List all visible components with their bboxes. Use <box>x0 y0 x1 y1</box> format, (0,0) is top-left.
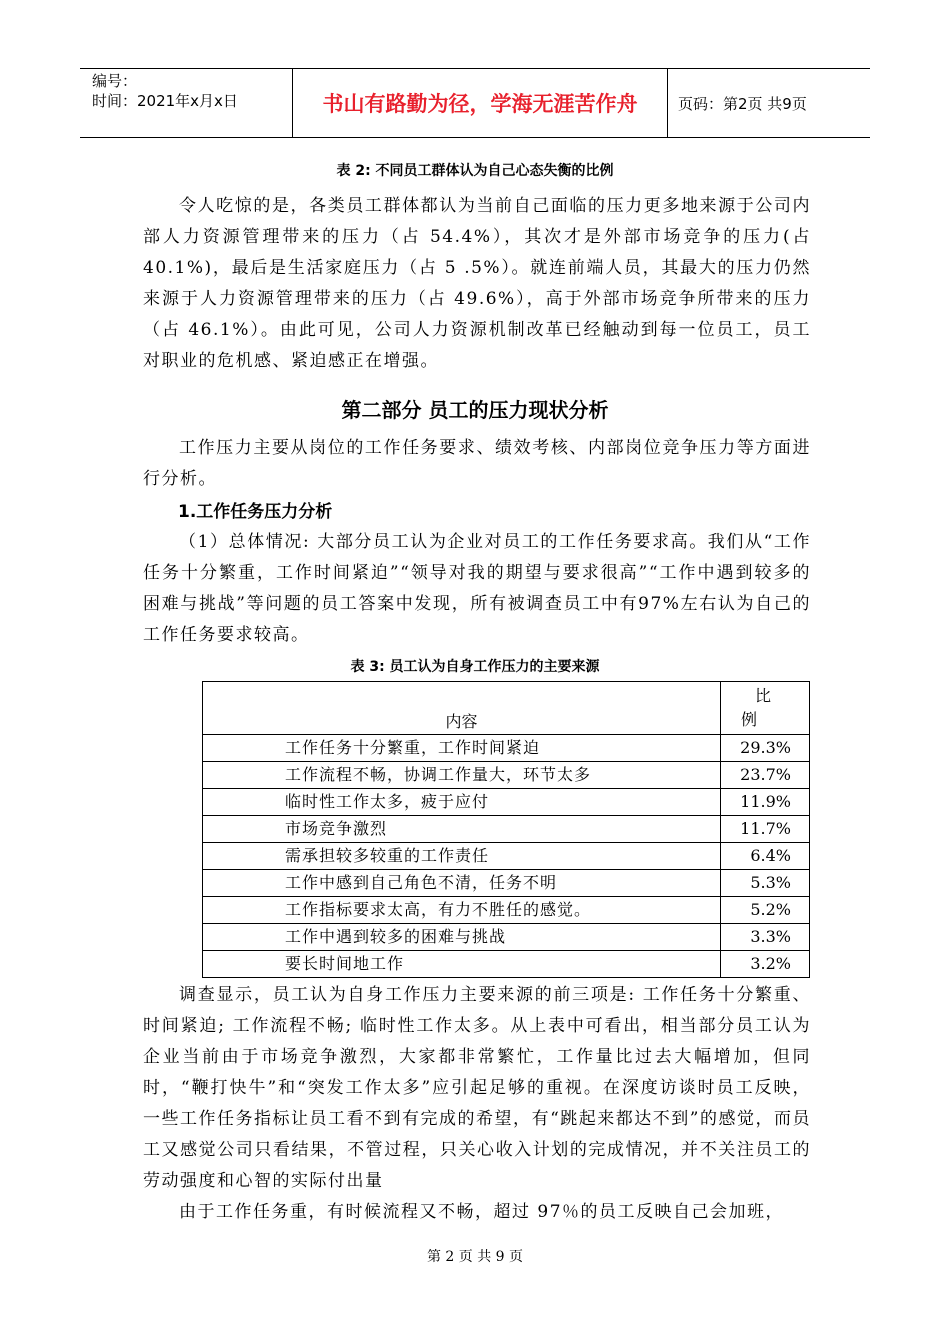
table-header-row <box>203 682 810 735</box>
header-meta <box>80 69 293 137</box>
header-number: 编号： <box>92 72 138 90</box>
paragraph-pressure-sources: 令人吃惊的是，各类员工群体都认为当前自己面临的压力更多地来源于公司内部人力资源管理带来的压力（占 54.4%），其次才是外部市场竞争的压力(占 40.1%)，最后是生活家庭压力（占 5 .5%）。就连前端人员，其最大的压力仍然来源于人力资源管理带来的压力（占 49.6%），高于外部市场竞争所带来的压力（占 46.1%）。由此可见，公司人力资源机制改革已经触动到每一位员工，员工对职业的危机感、紧迫感正在增强。 <box>143 196 811 371</box>
paragraph-analysis-intro: 工作压力主要从岗位的工作任务要求、绩效考核、内部岗位竞争压力等方面进行分析。 <box>143 438 811 489</box>
table-cell-item: 临时性工作太多，疲于应付 <box>203 789 721 816</box>
ratio-header-line2: 例 <box>741 710 758 729</box>
table-cell-item: 工作流程不畅，协调工作量大，环节太多 <box>203 762 721 789</box>
table-cell-value: 23.7% <box>721 762 810 789</box>
table3-caption: 表 3: 员工认为自身工作压力的主要来源 <box>350 659 600 675</box>
header-date: 时间：2021年x月x日 <box>92 92 238 110</box>
table-row <box>203 924 810 951</box>
paragraph-overtime: 由于工作任务重，有时候流程又不畅，超过 97％的员工反映自己会加班， <box>179 1202 785 1222</box>
table-cell-value: 29.3% <box>721 735 810 762</box>
table-cell-value: 5.3% <box>721 870 810 897</box>
header-page-number: 页码：第2页 共9页 <box>678 94 807 113</box>
table-row <box>203 843 810 870</box>
table-row <box>203 735 810 762</box>
paragraph-overall-situation: （1）总体情况: 大部分员工认为企业对员工的工作任务要求高。我们从“工作任务十分繁重，工作时间紧迫”“领导对我的期望与要求很高”“工作中遇到较多的困难与挑战”等问题的员工答案中发现，所有被调查员工中有97%左右认为自己的工作任务要求较高。 <box>143 532 811 645</box>
ratio-header-line1: 比 <box>755 686 772 705</box>
table-cell-item: 工作中遇到较多的困难与挑战 <box>203 924 721 951</box>
table-cell-item: 工作中感到自己角色不清，任务不明 <box>203 870 721 897</box>
page-header <box>80 68 870 138</box>
sub-heading-task-pressure: 1.工作任务压力分析 <box>178 502 333 522</box>
pressure-source-table <box>202 681 810 978</box>
table-row <box>203 951 810 978</box>
table2-caption: 表 2: 不同员工群体认为自己心态失衡的比例 <box>336 163 614 179</box>
table-cell-item: 工作任务十分繁重，工作时间紧迫 <box>203 735 721 762</box>
page-footer: 第 2 页 共 9 页 <box>426 1249 524 1265</box>
table-cell-value: 3.2% <box>721 951 810 978</box>
column-header-ratio <box>721 682 810 735</box>
table-row <box>203 762 810 789</box>
table-cell-value: 3.3% <box>721 924 810 951</box>
table-row <box>203 789 810 816</box>
table-row <box>203 897 810 924</box>
table-cell-item: 要长时间地工作 <box>203 951 721 978</box>
table-cell-item: 市场竞争激烈 <box>203 816 721 843</box>
table-cell-value: 11.7% <box>721 816 810 843</box>
paragraph-survey-findings: 调查显示，员工认为自身工作压力主要来源的前三项是: 工作任务十分繁重、时间紧迫; 工作流程不畅; 临时性工作太多。从上表中可看出，相当部分员工认为企业当前由于市场竞争激烈，大家都非常繁忙，工作量比过去大幅增加，但同时，“鞭打快牛”和“突发工作太多”应引起足够的重视。在深度访谈时员工反映，一些工作任务指标让员工看不到有完成的希望，有“跳起来都达不到”的感觉，而员工又感觉公司只看结果，不管过程，只关心收入计划的完成情况，并不关注员工的劳动强度和心智的实际付出量 <box>143 985 811 1191</box>
table-row <box>203 870 810 897</box>
column-header-content: 内容 <box>203 682 721 735</box>
table-cell-value: 11.9% <box>721 789 810 816</box>
table-cell-item: 工作指标要求太高，有力不胜任的感觉。 <box>203 897 721 924</box>
table-cell-value: 5.2% <box>721 897 810 924</box>
table-cell-value: 6.4% <box>721 843 810 870</box>
table-row <box>203 816 810 843</box>
table-body <box>203 735 810 978</box>
header-motto: 书山有路勤为径，学海无涯苦作舟 <box>293 69 668 137</box>
table-cell-item: 需承担较多较重的工作责任 <box>203 843 721 870</box>
section-title: 第二部分 员工的压力现状分析 <box>341 398 609 422</box>
